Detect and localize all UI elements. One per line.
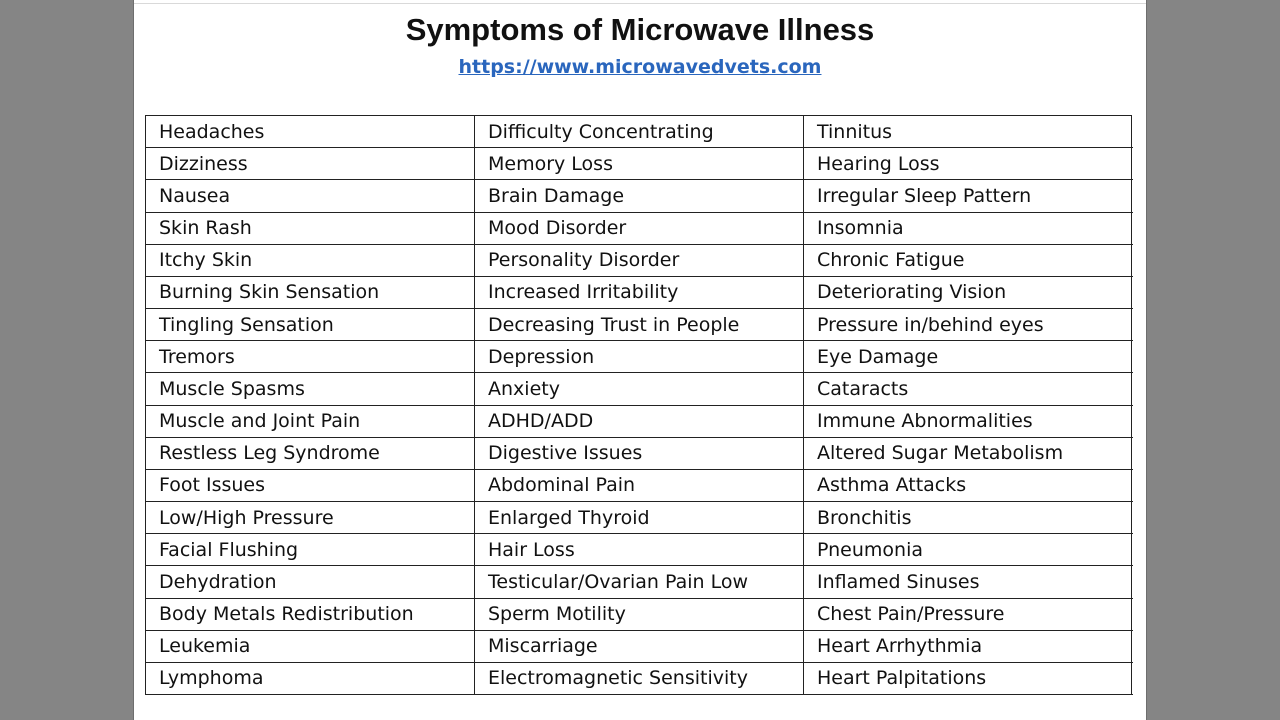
table-cell: Brain Damage	[475, 180, 804, 212]
table-cell: Digestive Issues	[475, 438, 804, 470]
table-cell: Muscle and Joint Pain	[146, 406, 475, 438]
symptoms-table	[145, 115, 1132, 695]
table-cell: Bronchitis	[804, 502, 1133, 534]
table-cell: Increased Irritability	[475, 277, 804, 309]
table-cell: Heart Arrhythmia	[804, 631, 1133, 663]
table-cell: Lymphoma	[146, 663, 475, 695]
table-cell: Enlarged Thyroid	[475, 502, 804, 534]
table-cell: Foot Issues	[146, 470, 475, 502]
table-cell: Tingling Sensation	[146, 309, 475, 341]
table-cell: Mood Disorder	[475, 213, 804, 245]
table-cell: Altered Sugar Metabolism	[804, 438, 1133, 470]
table-cell: Nausea	[146, 180, 475, 212]
table-cell: Pressure in/behind eyes	[804, 309, 1133, 341]
table-cell: Irregular Sleep Pattern	[804, 180, 1133, 212]
table-cell: Skin Rash	[146, 213, 475, 245]
table-cell: Pneumonia	[804, 534, 1133, 566]
table-cell: Immune Abnormalities	[804, 406, 1133, 438]
page-title: Symptoms of Microwave Illness	[405, 12, 875, 47]
table-cell: Dehydration	[146, 566, 475, 598]
table-cell: Chronic Fatigue	[804, 245, 1133, 277]
website-link[interactable]: https://www.microwavedvets.com	[458, 56, 822, 78]
table-cell: Testicular/Ovarian Pain Low	[475, 566, 804, 598]
table-cell: Miscarriage	[475, 631, 804, 663]
table-cell: Difficulty Concentrating	[475, 116, 804, 148]
table-cell: Itchy Skin	[146, 245, 475, 277]
table-cell: Tinnitus	[804, 116, 1133, 148]
table-cell: Asthma Attacks	[804, 470, 1133, 502]
website-link-container	[134, 56, 1146, 78]
table-cell: Heart Palpitations	[804, 663, 1133, 695]
slide	[133, 0, 1147, 720]
table-cell: Electromagnetic Sensitivity	[475, 663, 804, 695]
table-cell: Decreasing Trust in People	[475, 309, 804, 341]
table-cell: Dizziness	[146, 148, 475, 180]
table-cell: Inflamed Sinuses	[804, 566, 1133, 598]
table-cell: Body Metals Redistribution	[146, 599, 475, 631]
table-cell: Abdominal Pain	[475, 470, 804, 502]
top-divider	[134, 3, 1146, 4]
table-cell: Hair Loss	[475, 534, 804, 566]
table-cell: Anxiety	[475, 373, 804, 405]
table-cell: Hearing Loss	[804, 148, 1133, 180]
table-cell: ADHD/ADD	[475, 406, 804, 438]
table-cell: Facial Flushing	[146, 534, 475, 566]
table-cell: Memory Loss	[475, 148, 804, 180]
table-cell: Restless Leg Syndrome	[146, 438, 475, 470]
table-cell: Depression	[475, 341, 804, 373]
table-cell: Sperm Motility	[475, 599, 804, 631]
table-cell: Burning Skin Sensation	[146, 277, 475, 309]
table-cell: Tremors	[146, 341, 475, 373]
table-cell: Insomnia	[804, 213, 1133, 245]
table-cell: Low/High Pressure	[146, 502, 475, 534]
table-cell: Chest Pain/Pressure	[804, 599, 1133, 631]
table-cell: Muscle Spasms	[146, 373, 475, 405]
table-cell: Cataracts	[804, 373, 1133, 405]
table-cell: Leukemia	[146, 631, 475, 663]
table-cell: Headaches	[146, 116, 475, 148]
table-cell: Personality Disorder	[475, 245, 804, 277]
table-cell: Deteriorating Vision	[804, 277, 1133, 309]
table-cell: Eye Damage	[804, 341, 1133, 373]
